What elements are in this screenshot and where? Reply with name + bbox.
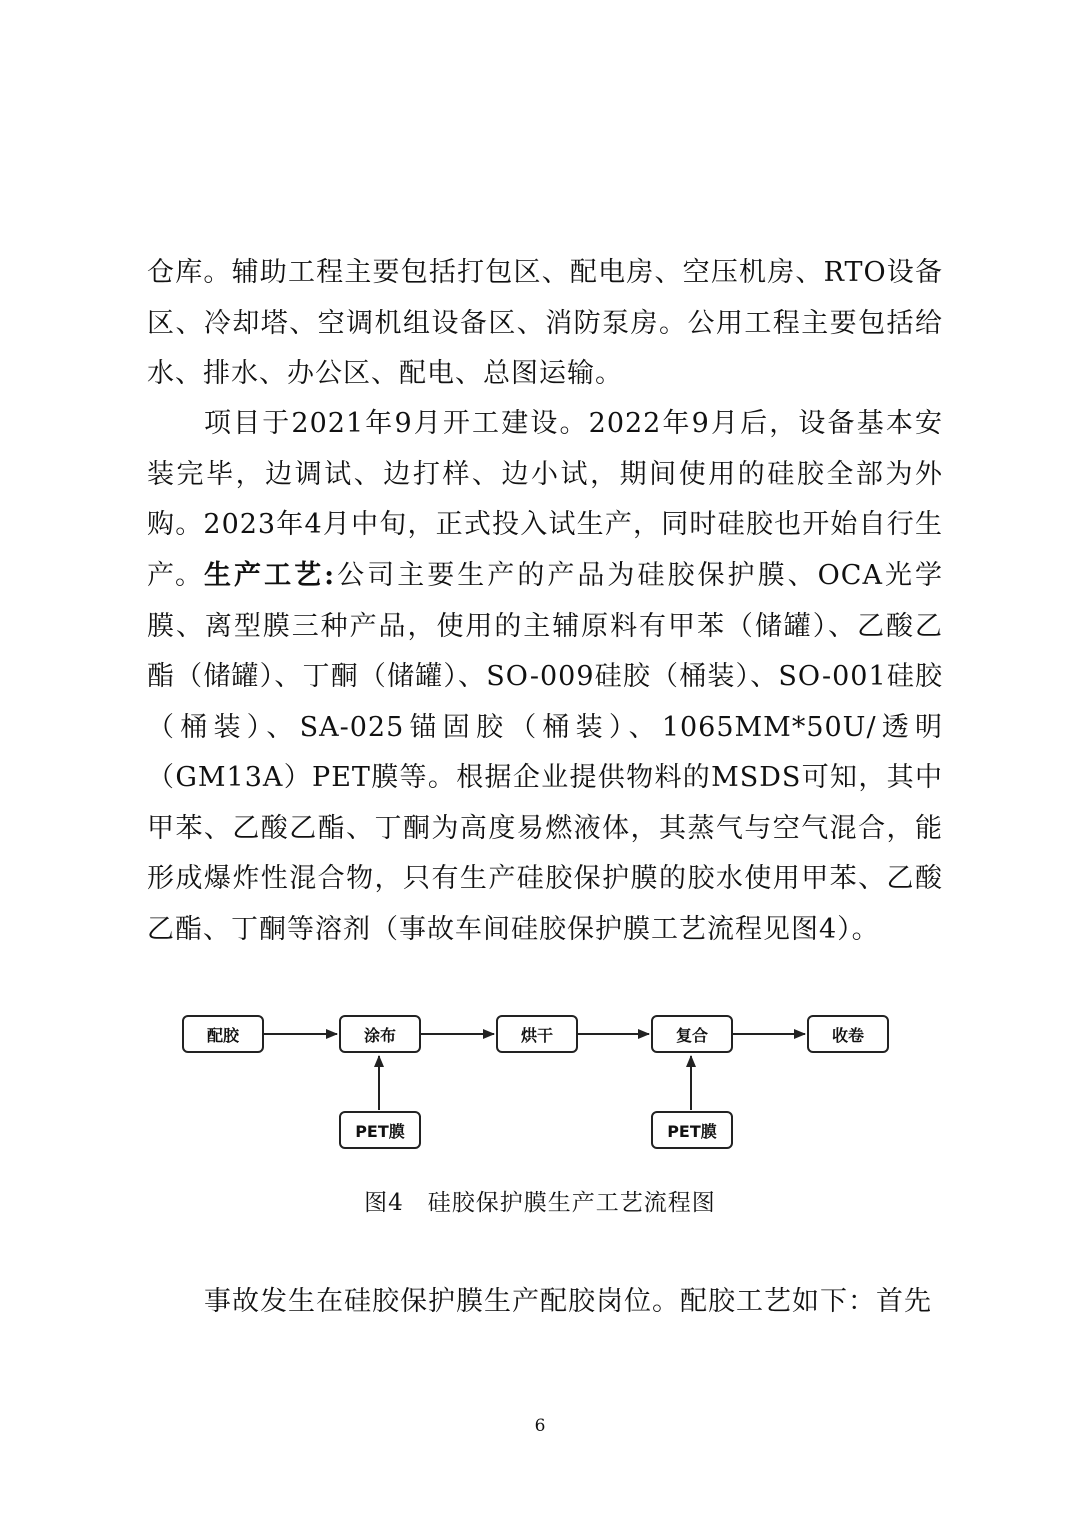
flow-step-tubu: 涂布 <box>339 1015 421 1053</box>
paragraph-3-text: 公司主要生产的产品为硅胶保护膜、OCA光学膜、离型膜三种产品，使用的主辅原料有甲苯（储罐）、乙酸乙酯（储罐）、丁酮（储罐）、SO-009硅胶（桶装）、SO-001硅胶（桶装）、SA-025锚固胶（桶装）、1065MM*50U/透明（GM13A）PET膜等。根据企业提供物料的MSDS可知，其中甲苯、乙酸乙酯、丁酮为高度易燃液体，其蒸气与空气混合，能形成爆炸性混合物，只有生产硅胶保护膜的胶水使用甲苯、乙酸乙酯、丁酮等溶剂（事故车间硅胶保护膜工艺流程见图4）。 <box>147 560 944 945</box>
flow-step-shoujuan: 收卷 <box>807 1015 889 1053</box>
paragraph-2: 项目于2021年9月开工建设。2022年9月后，设备基本安装完毕，边调试、边打样、边小试，期间使用的硅胶全部为外购。2023年4月中旬，正式投入试生产，同时硅胶也开始自行生产。 <box>147 408 943 591</box>
figure-caption: 图4 硅胶保护膜生产工艺流程图 <box>364 1190 716 1216</box>
paragraph-1: 仓库。辅助工程主要包括打包区、配电房、空压机房、RTO设备区、冷却塔、空调机组设备区、消防泵房。公用工程主要包括给水、排水、办公区、配电、总图运输。 <box>147 257 943 389</box>
flow-step-honggan: 烘干 <box>496 1015 578 1053</box>
section-label-process: 生产工艺: <box>204 560 336 591</box>
flow-step-peijiao: 配胶 <box>182 1015 264 1053</box>
flow-input-pet-1: PET膜 <box>339 1111 421 1149</box>
paragraph-4: 事故发生在硅胶保护膜生产配胶岗位。配胶工艺如下：首先 <box>204 1286 932 1317</box>
page-number: 6 <box>534 1416 546 1436</box>
flow-input-pet-2: PET膜 <box>651 1111 733 1149</box>
flow-step-fuhe: 复合 <box>651 1015 733 1053</box>
